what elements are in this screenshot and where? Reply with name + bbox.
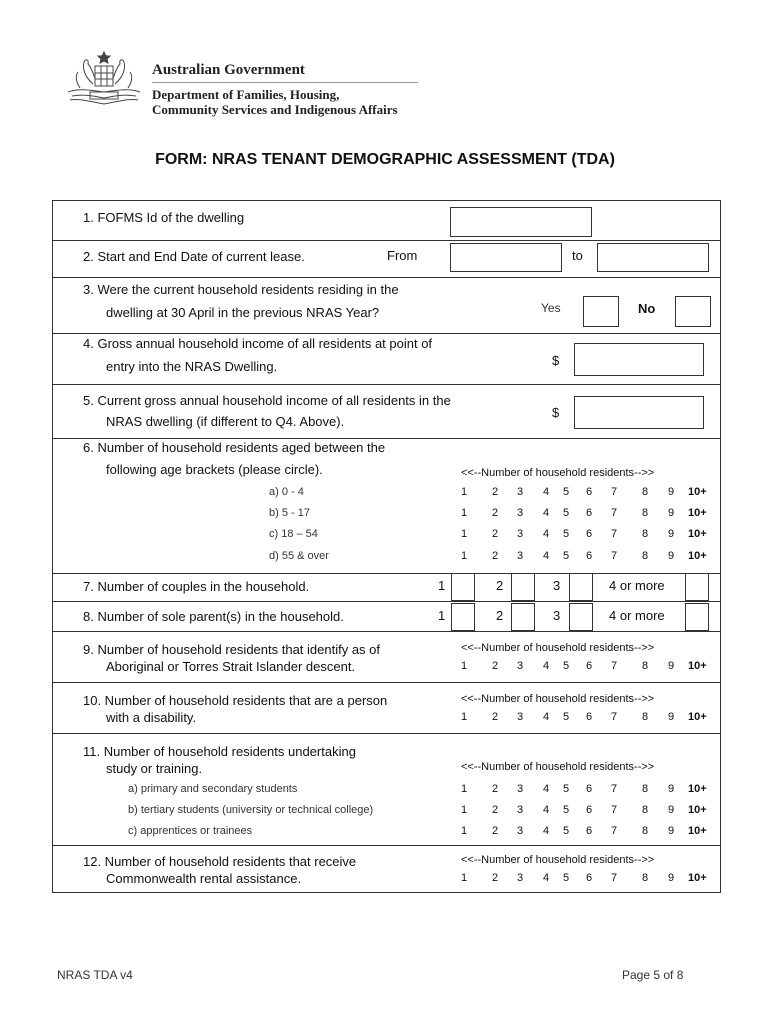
resident-count-option[interactable]: 6 <box>586 711 593 723</box>
department-line-2: Community Services and Indigenous Affairs <box>152 102 398 117</box>
couples-option-4-checkbox[interactable] <box>685 573 709 601</box>
resident-count-option[interactable]: 6 <box>586 660 593 672</box>
age-bracket-label: b) 5 - 17 <box>269 507 310 519</box>
resident-count-option[interactable]: 7 <box>611 528 618 540</box>
resident-count-option[interactable]: 9 <box>668 550 675 562</box>
resident-count-option[interactable]: 9 <box>668 783 675 795</box>
range-header: <<--Number of household residents-->> <box>461 761 655 773</box>
option-label: 3 <box>553 608 561 623</box>
question-4-line-1: 4. Gross annual household income of all residents at point of <box>83 336 433 351</box>
option-label: 4 or more <box>609 608 665 623</box>
resident-count-option[interactable]: 6 <box>586 804 593 816</box>
resident-count-option[interactable]: 2 <box>492 486 499 498</box>
question-10-line-1: 10. Number of household residents that are a person <box>83 693 388 708</box>
resident-count-option[interactable]: 2 <box>492 872 499 884</box>
resident-count-option[interactable]: 3 <box>517 783 524 795</box>
option-label: 1 <box>438 578 446 593</box>
row-divider <box>52 733 721 734</box>
row-divider <box>52 601 721 602</box>
resident-count-option[interactable]: 9 <box>668 507 675 519</box>
resident-count-option[interactable]: 7 <box>611 804 618 816</box>
resident-count-option[interactable]: 5 <box>563 804 570 816</box>
couples-option-3-checkbox[interactable] <box>569 573 593 601</box>
study-category-label: b) tertiary students (university or technical college) <box>128 804 374 816</box>
sole-parent-option-1-checkbox[interactable] <box>451 603 475 631</box>
government-name: Australian Government <box>152 62 305 78</box>
resident-count-option[interactable]: 8 <box>642 660 649 672</box>
question-3-line-1: 3. Were the current household residents residing in the <box>83 282 399 297</box>
resident-count-option[interactable]: 6 <box>586 783 593 795</box>
department-name <box>152 87 398 117</box>
lease-start-date-input[interactable] <box>450 243 562 272</box>
range-header: <<--Number of household residents-->> <box>461 642 655 654</box>
resident-count-option[interactable]: 10+ <box>688 825 707 837</box>
resident-count-option[interactable]: 8 <box>642 825 649 837</box>
row-divider <box>52 333 721 334</box>
question-11-line-2: study or training. <box>106 761 203 776</box>
sole-parent-option-4-checkbox[interactable] <box>685 603 709 631</box>
resident-count-option[interactable]: 8 <box>642 486 649 498</box>
resident-count-option[interactable]: 5 <box>563 486 570 498</box>
resident-count-option[interactable]: 5 <box>563 507 570 519</box>
resident-count-option[interactable]: 1 <box>461 783 468 795</box>
resident-count-option[interactable]: 1 <box>461 660 468 672</box>
resident-count-option[interactable]: 9 <box>668 486 675 498</box>
resident-count-option[interactable]: 1 <box>461 528 468 540</box>
resident-count-option[interactable]: 2 <box>492 528 499 540</box>
resident-count-option[interactable]: 3 <box>517 528 524 540</box>
resident-count-option[interactable]: 9 <box>668 825 675 837</box>
resident-count-option[interactable]: 6 <box>586 528 593 540</box>
resident-count-option[interactable]: 7 <box>611 711 618 723</box>
question-6-line-1: 6. Number of household residents aged between the <box>83 440 386 455</box>
question-9-line-1: 9. Number of household residents that identify as of <box>83 642 381 657</box>
resident-count-option[interactable]: 3 <box>517 507 524 519</box>
resident-count-option[interactable]: 6 <box>586 550 593 562</box>
resident-count-option[interactable]: 10+ <box>688 711 707 723</box>
row-divider <box>52 240 721 241</box>
age-bracket-label: a) 0 - 4 <box>269 486 304 498</box>
resident-count-option[interactable]: 8 <box>642 804 649 816</box>
study-category-label: c) apprentices or trainees <box>128 825 253 837</box>
resident-count-option[interactable]: 7 <box>611 825 618 837</box>
entry-income-input[interactable] <box>574 343 704 376</box>
question-11-line-1: 11. Number of household residents undertaking <box>83 744 356 759</box>
resident-count-option[interactable]: 7 <box>611 507 618 519</box>
department-line-1: Department of Families, Housing, <box>152 87 340 102</box>
resident-count-option[interactable]: 5 <box>563 711 570 723</box>
resident-count-option[interactable]: 4 <box>543 783 550 795</box>
no-label: No <box>638 301 656 316</box>
resident-count-option[interactable]: 3 <box>517 660 524 672</box>
row-divider <box>52 277 721 278</box>
resident-count-option[interactable]: 7 <box>611 872 618 884</box>
resident-count-option[interactable]: 1 <box>461 507 468 519</box>
question-3-line-2: dwelling at 30 April in the previous NRAS Year? <box>106 305 380 320</box>
option-label: 2 <box>496 608 504 623</box>
question-5-line-1: 5. Current gross annual household income of all residents in the <box>83 393 451 408</box>
form-title: FORM: NRAS TENANT DEMOGRAPHIC ASSESSMENT (TDA) <box>155 151 615 168</box>
range-header: <<--Number of household residents-->> <box>461 693 655 705</box>
resident-count-option[interactable]: 7 <box>611 783 618 795</box>
resident-count-option[interactable]: 3 <box>517 825 524 837</box>
resident-count-option[interactable]: 1 <box>461 825 468 837</box>
resident-count-option[interactable]: 6 <box>586 507 593 519</box>
resident-count-option[interactable]: 9 <box>668 711 675 723</box>
study-category-label: a) primary and secondary students <box>128 783 298 795</box>
coat-of-arms-icon <box>62 48 146 108</box>
sole-parent-option-3-checkbox[interactable] <box>569 603 593 631</box>
resident-count-option[interactable]: 4 <box>543 507 550 519</box>
range-header: <<--Number of household residents-->> <box>461 854 655 866</box>
footer-version: NRAS TDA v4 <box>57 968 133 982</box>
row-divider <box>52 845 721 846</box>
yes-label: Yes <box>541 301 561 315</box>
resident-count-option[interactable]: 9 <box>668 660 675 672</box>
lease-to-label: to <box>572 248 583 263</box>
resident-count-option[interactable]: 6 <box>586 486 593 498</box>
question-7-label: 7. Number of couples in the household. <box>83 579 310 594</box>
resident-count-option[interactable]: 8 <box>642 507 649 519</box>
question-10-line-2: with a disability. <box>106 710 197 725</box>
range-header: <<--Number of household residents-->> <box>461 467 655 479</box>
resident-count-option[interactable]: 4 <box>543 825 550 837</box>
row-divider <box>52 573 721 574</box>
resident-count-option[interactable]: 3 <box>517 872 524 884</box>
resident-count-option[interactable]: 9 <box>668 804 675 816</box>
resident-count-option[interactable]: 10+ <box>688 486 707 498</box>
resident-count-option[interactable]: 4 <box>543 872 550 884</box>
question-12-line-1: 12. Number of household residents that receive <box>83 854 357 869</box>
couples-option-1-checkbox[interactable] <box>451 573 475 601</box>
resident-count-option[interactable]: 3 <box>517 550 524 562</box>
resident-count-option[interactable]: 8 <box>642 872 649 884</box>
option-label: 2 <box>496 578 504 593</box>
resident-count-option[interactable]: 10+ <box>688 507 707 519</box>
resident-count-option[interactable]: 4 <box>543 660 550 672</box>
resident-count-option[interactable]: 2 <box>492 825 499 837</box>
resident-count-option[interactable]: 2 <box>492 550 499 562</box>
resident-count-option[interactable]: 5 <box>563 660 570 672</box>
resident-count-option[interactable]: 7 <box>611 660 618 672</box>
question-4-line-2: entry into the NRAS Dwelling. <box>106 359 278 374</box>
currency-symbol: $ <box>552 353 560 368</box>
resident-count-option[interactable]: 7 <box>611 486 618 498</box>
resident-count-option[interactable]: 5 <box>563 783 570 795</box>
resident-count-option[interactable]: 1 <box>461 804 468 816</box>
resident-count-option[interactable]: 4 <box>543 550 550 562</box>
option-label: 3 <box>553 578 561 593</box>
resident-count-option[interactable]: 3 <box>517 711 524 723</box>
resident-count-option[interactable]: 4 <box>543 486 550 498</box>
resident-count-option[interactable]: 3 <box>517 804 524 816</box>
resident-count-option[interactable]: 5 <box>563 550 570 562</box>
footer-page-number: Page 5 of 8 <box>622 968 684 982</box>
lease-end-date-input[interactable] <box>597 243 709 272</box>
resident-count-option[interactable]: 10+ <box>688 660 707 672</box>
question-6-line-2: following age brackets (please circle). <box>106 462 323 477</box>
resident-count-option[interactable]: 10+ <box>688 528 707 540</box>
question-8-label: 8. Number of sole parent(s) in the household. <box>83 609 344 624</box>
resident-count-option[interactable]: 9 <box>668 872 675 884</box>
resident-count-option[interactable]: 6 <box>586 872 593 884</box>
resident-count-option[interactable]: 10+ <box>688 550 707 562</box>
row-divider <box>52 631 721 632</box>
resident-count-option[interactable]: 2 <box>492 783 499 795</box>
row-divider <box>52 682 721 683</box>
age-bracket-label: d) 55 & over <box>269 550 329 562</box>
resident-count-option[interactable]: 7 <box>611 550 618 562</box>
current-income-input[interactable] <box>574 396 704 429</box>
question-2-label: 2. Start and End Date of current lease. <box>83 249 305 264</box>
resident-count-option[interactable]: 4 <box>543 711 550 723</box>
no-checkbox[interactable] <box>675 296 711 327</box>
resident-count-option[interactable]: 9 <box>668 528 675 540</box>
resident-count-option[interactable]: 1 <box>461 872 468 884</box>
resident-count-option[interactable]: 1 <box>461 711 468 723</box>
resident-count-option[interactable]: 5 <box>563 528 570 540</box>
header-divider <box>152 82 418 83</box>
sole-parent-option-2-checkbox[interactable] <box>511 603 535 631</box>
question-9-line-2: Aboriginal or Torres Strait Islander descent. <box>106 659 356 674</box>
question-5-line-2: NRAS dwelling (if different to Q4. Above). <box>106 414 345 429</box>
resident-count-option[interactable]: 10+ <box>688 872 707 884</box>
resident-count-option[interactable]: 2 <box>492 804 499 816</box>
resident-count-option[interactable]: 8 <box>642 550 649 562</box>
age-bracket-label: c) 18 – 54 <box>269 528 318 540</box>
question-12-line-2: Commonwealth rental assistance. <box>106 871 302 886</box>
resident-count-option[interactable]: 2 <box>492 507 499 519</box>
couples-option-2-checkbox[interactable] <box>511 573 535 601</box>
resident-count-option[interactable]: 10+ <box>688 804 707 816</box>
resident-count-option[interactable]: 3 <box>517 486 524 498</box>
resident-count-option[interactable]: 10+ <box>688 783 707 795</box>
currency-symbol: $ <box>552 405 560 420</box>
option-label: 4 or more <box>609 578 665 593</box>
resident-count-option[interactable]: 1 <box>461 486 468 498</box>
option-label: 1 <box>438 608 446 623</box>
lease-from-label: From <box>387 248 418 263</box>
resident-count-option[interactable]: 5 <box>563 825 570 837</box>
resident-count-option[interactable]: 2 <box>492 660 499 672</box>
fofms-id-input[interactable] <box>450 207 592 237</box>
resident-count-option[interactable]: 8 <box>642 528 649 540</box>
question-1-label: 1. FOFMS Id of the dwelling <box>83 210 245 225</box>
resident-count-option[interactable]: 4 <box>543 528 550 540</box>
resident-count-option[interactable]: 5 <box>563 872 570 884</box>
resident-count-option[interactable]: 6 <box>586 825 593 837</box>
resident-count-option[interactable]: 4 <box>543 804 550 816</box>
row-divider <box>52 384 721 385</box>
resident-count-option[interactable]: 1 <box>461 550 468 562</box>
resident-count-option[interactable]: 8 <box>642 711 649 723</box>
resident-count-option[interactable]: 8 <box>642 783 649 795</box>
yes-checkbox[interactable] <box>583 296 619 327</box>
resident-count-option[interactable]: 2 <box>492 711 499 723</box>
